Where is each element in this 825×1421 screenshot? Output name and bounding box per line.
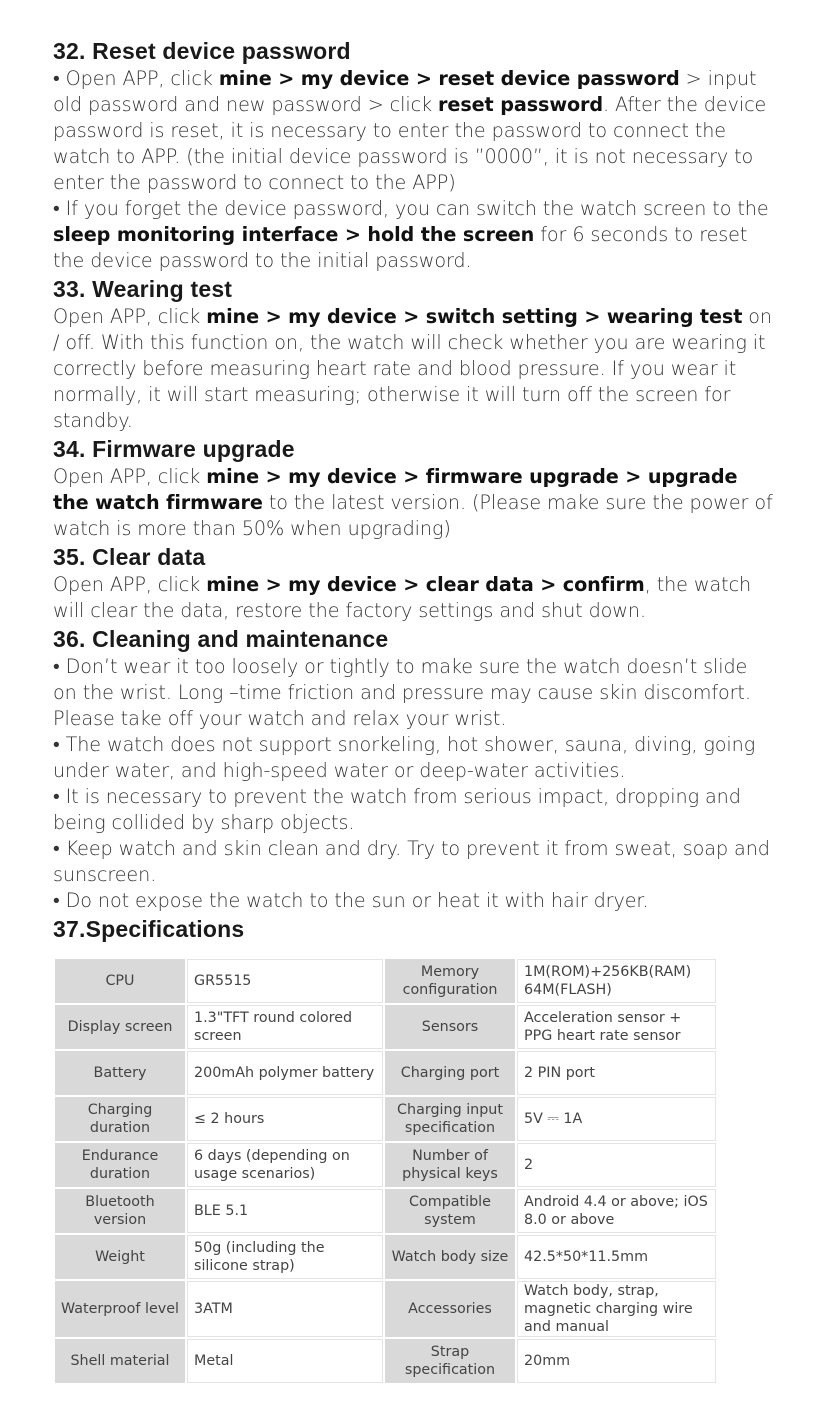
- section-heading: 33. Wearing test: [53, 276, 233, 302]
- spec-value: 1M(ROM)+256KB(RAM) 64M(FLASH): [517, 959, 716, 1003]
- body-text: • Don’t wear it too loosely or tightly to make sure the watch doesn’t slide on the wrist. Long –time friction and pressure may cause skin discomfort. Please take off your watch and relax your wrist.: [53, 655, 751, 730]
- spec-label: Shell material: [55, 1339, 185, 1383]
- body-text: to the latest version. (Please make sure the power of watch is more than 50% when upgrading): [53, 491, 773, 540]
- menu-path-text: sleep monitoring interface > hold the screen: [53, 223, 535, 246]
- menu-path-text: mine > my device > firmware upgrade > upgrade the watch firmware: [53, 465, 738, 514]
- spec-value: 6 days (depending on usage scenarios): [187, 1143, 383, 1187]
- body-text: , the watch will clear the data, restore the factory settings and shut down.: [53, 573, 752, 622]
- spec-label: Compatible system: [385, 1189, 515, 1233]
- spec-row: [55, 959, 716, 1003]
- spec-value: 3ATM: [187, 1281, 383, 1337]
- body-text: • The watch does not support snorkeling, hot shower, sauna, diving, going under water, and high-speed water or deep-water activities.: [53, 733, 756, 782]
- paragraph: [53, 304, 773, 434]
- spec-value: ≤ 2 hours: [187, 1097, 383, 1141]
- paragraph: [53, 572, 773, 624]
- spec-value: GR5515: [187, 959, 383, 1003]
- spec-value: 20mm: [517, 1339, 716, 1383]
- body-text: on / off. With this function on, the watch will check whether you are wearing it correctly before measuring heart rate and blood pressure. If you wear it normally, it will start measuring; otherwise it will turn off the screen for standby.: [53, 305, 772, 432]
- spec-value: Watch body, strap, magnetic charging wire and manual: [517, 1281, 716, 1337]
- spec-row: [55, 1189, 716, 1233]
- spec-value: 2: [517, 1143, 716, 1187]
- section-heading: 37.Specifications: [53, 916, 245, 942]
- body-text: • Keep watch and skin clean and dry. Try to prevent it from sweat, soap and sunscreen.: [53, 837, 770, 886]
- spec-row: [55, 1005, 716, 1049]
- paragraph: [53, 836, 773, 888]
- spec-label: Weight: [55, 1235, 185, 1279]
- spec-label: Bluetooth version: [55, 1189, 185, 1233]
- body-text: • Open APP, click: [53, 67, 219, 90]
- spec-label: Charging input specification: [385, 1097, 515, 1141]
- body-text: Open APP, click: [53, 305, 207, 328]
- spec-label: Accessories: [385, 1281, 515, 1337]
- body-text: > input old password and new password > click: [53, 67, 757, 116]
- manual-page: [53, 36, 773, 944]
- spec-label: Waterproof level: [55, 1281, 185, 1337]
- spec-row: [55, 1097, 716, 1141]
- spec-value: 5V ⎓ 1A: [517, 1097, 716, 1141]
- spec-value: Acceleration sensor + PPG heart rate sensor: [517, 1005, 716, 1049]
- specifications-table: [53, 957, 718, 1385]
- body-text: . After the device password is reset, it is necessary to enter the password to connect the watch to APP. (the initial device password is ”0000”, it is not necessary to enter the password to connect to the APP): [53, 93, 767, 194]
- body-text: • If you forget the device password, you can switch the watch screen to the: [53, 197, 769, 220]
- paragraph: [53, 196, 773, 274]
- section-heading: 35. Clear data: [53, 544, 206, 570]
- spec-label: Endurance duration: [55, 1143, 185, 1187]
- menu-path-text: mine > my device > clear data > confirm: [206, 573, 645, 596]
- spec-value: 1.3"TFT round colored screen: [187, 1005, 383, 1049]
- spec-value: 200mAh polymer battery: [187, 1051, 383, 1095]
- paragraph: [53, 654, 773, 732]
- spec-row: [55, 1143, 716, 1187]
- paragraph: [53, 66, 773, 196]
- section-heading: 36. Cleaning and maintenance: [53, 626, 389, 652]
- body-text: Open APP, click: [53, 573, 207, 596]
- menu-path-text: reset password: [438, 93, 604, 116]
- spec-label: Battery: [55, 1051, 185, 1095]
- spec-label: Display screen: [55, 1005, 185, 1049]
- spec-label: Watch body size: [385, 1235, 515, 1279]
- spec-value: 50g (including the silicone strap): [187, 1235, 383, 1279]
- spec-value: Android 4.4 or above; iOS 8.0 or above: [517, 1189, 716, 1233]
- spec-row: [55, 1235, 716, 1279]
- body-text: Open APP, click: [53, 465, 207, 488]
- section-heading: 32. Reset device password: [53, 38, 351, 64]
- menu-path-text: mine > my device > reset device password: [218, 67, 680, 90]
- spec-label: Strap specification: [385, 1339, 515, 1383]
- spec-label: Charging port: [385, 1051, 515, 1095]
- spec-value: BLE 5.1: [187, 1189, 383, 1233]
- spec-value: Metal: [187, 1339, 383, 1383]
- menu-path-text: mine > my device > switch setting > wearing test: [206, 305, 743, 328]
- body-text: for 6 seconds to reset the device password to the initial password.: [53, 223, 748, 272]
- spec-label: CPU: [55, 959, 185, 1003]
- spec-label: Charging duration: [55, 1097, 185, 1141]
- spec-value: 42.5*50*11.5mm: [517, 1235, 716, 1279]
- paragraph: [53, 888, 773, 914]
- section-heading: 34. Firmware upgrade: [53, 436, 295, 462]
- spec-label: Number of physical keys: [385, 1143, 515, 1187]
- spec-row: [55, 1051, 716, 1095]
- paragraph: [53, 784, 773, 836]
- body-text: • Do not expose the watch to the sun or heat it with hair dryer.: [53, 889, 649, 912]
- spec-row: [55, 1281, 716, 1337]
- spec-label: Memory configuration: [385, 959, 515, 1003]
- spec-row: [55, 1339, 716, 1383]
- spec-label: Sensors: [385, 1005, 515, 1049]
- paragraph: [53, 732, 773, 784]
- spec-value: 2 PIN port: [517, 1051, 716, 1095]
- body-text: • It is necessary to prevent the watch from serious impact, dropping and being collided by sharp objects.: [53, 785, 741, 834]
- paragraph: [53, 464, 773, 542]
